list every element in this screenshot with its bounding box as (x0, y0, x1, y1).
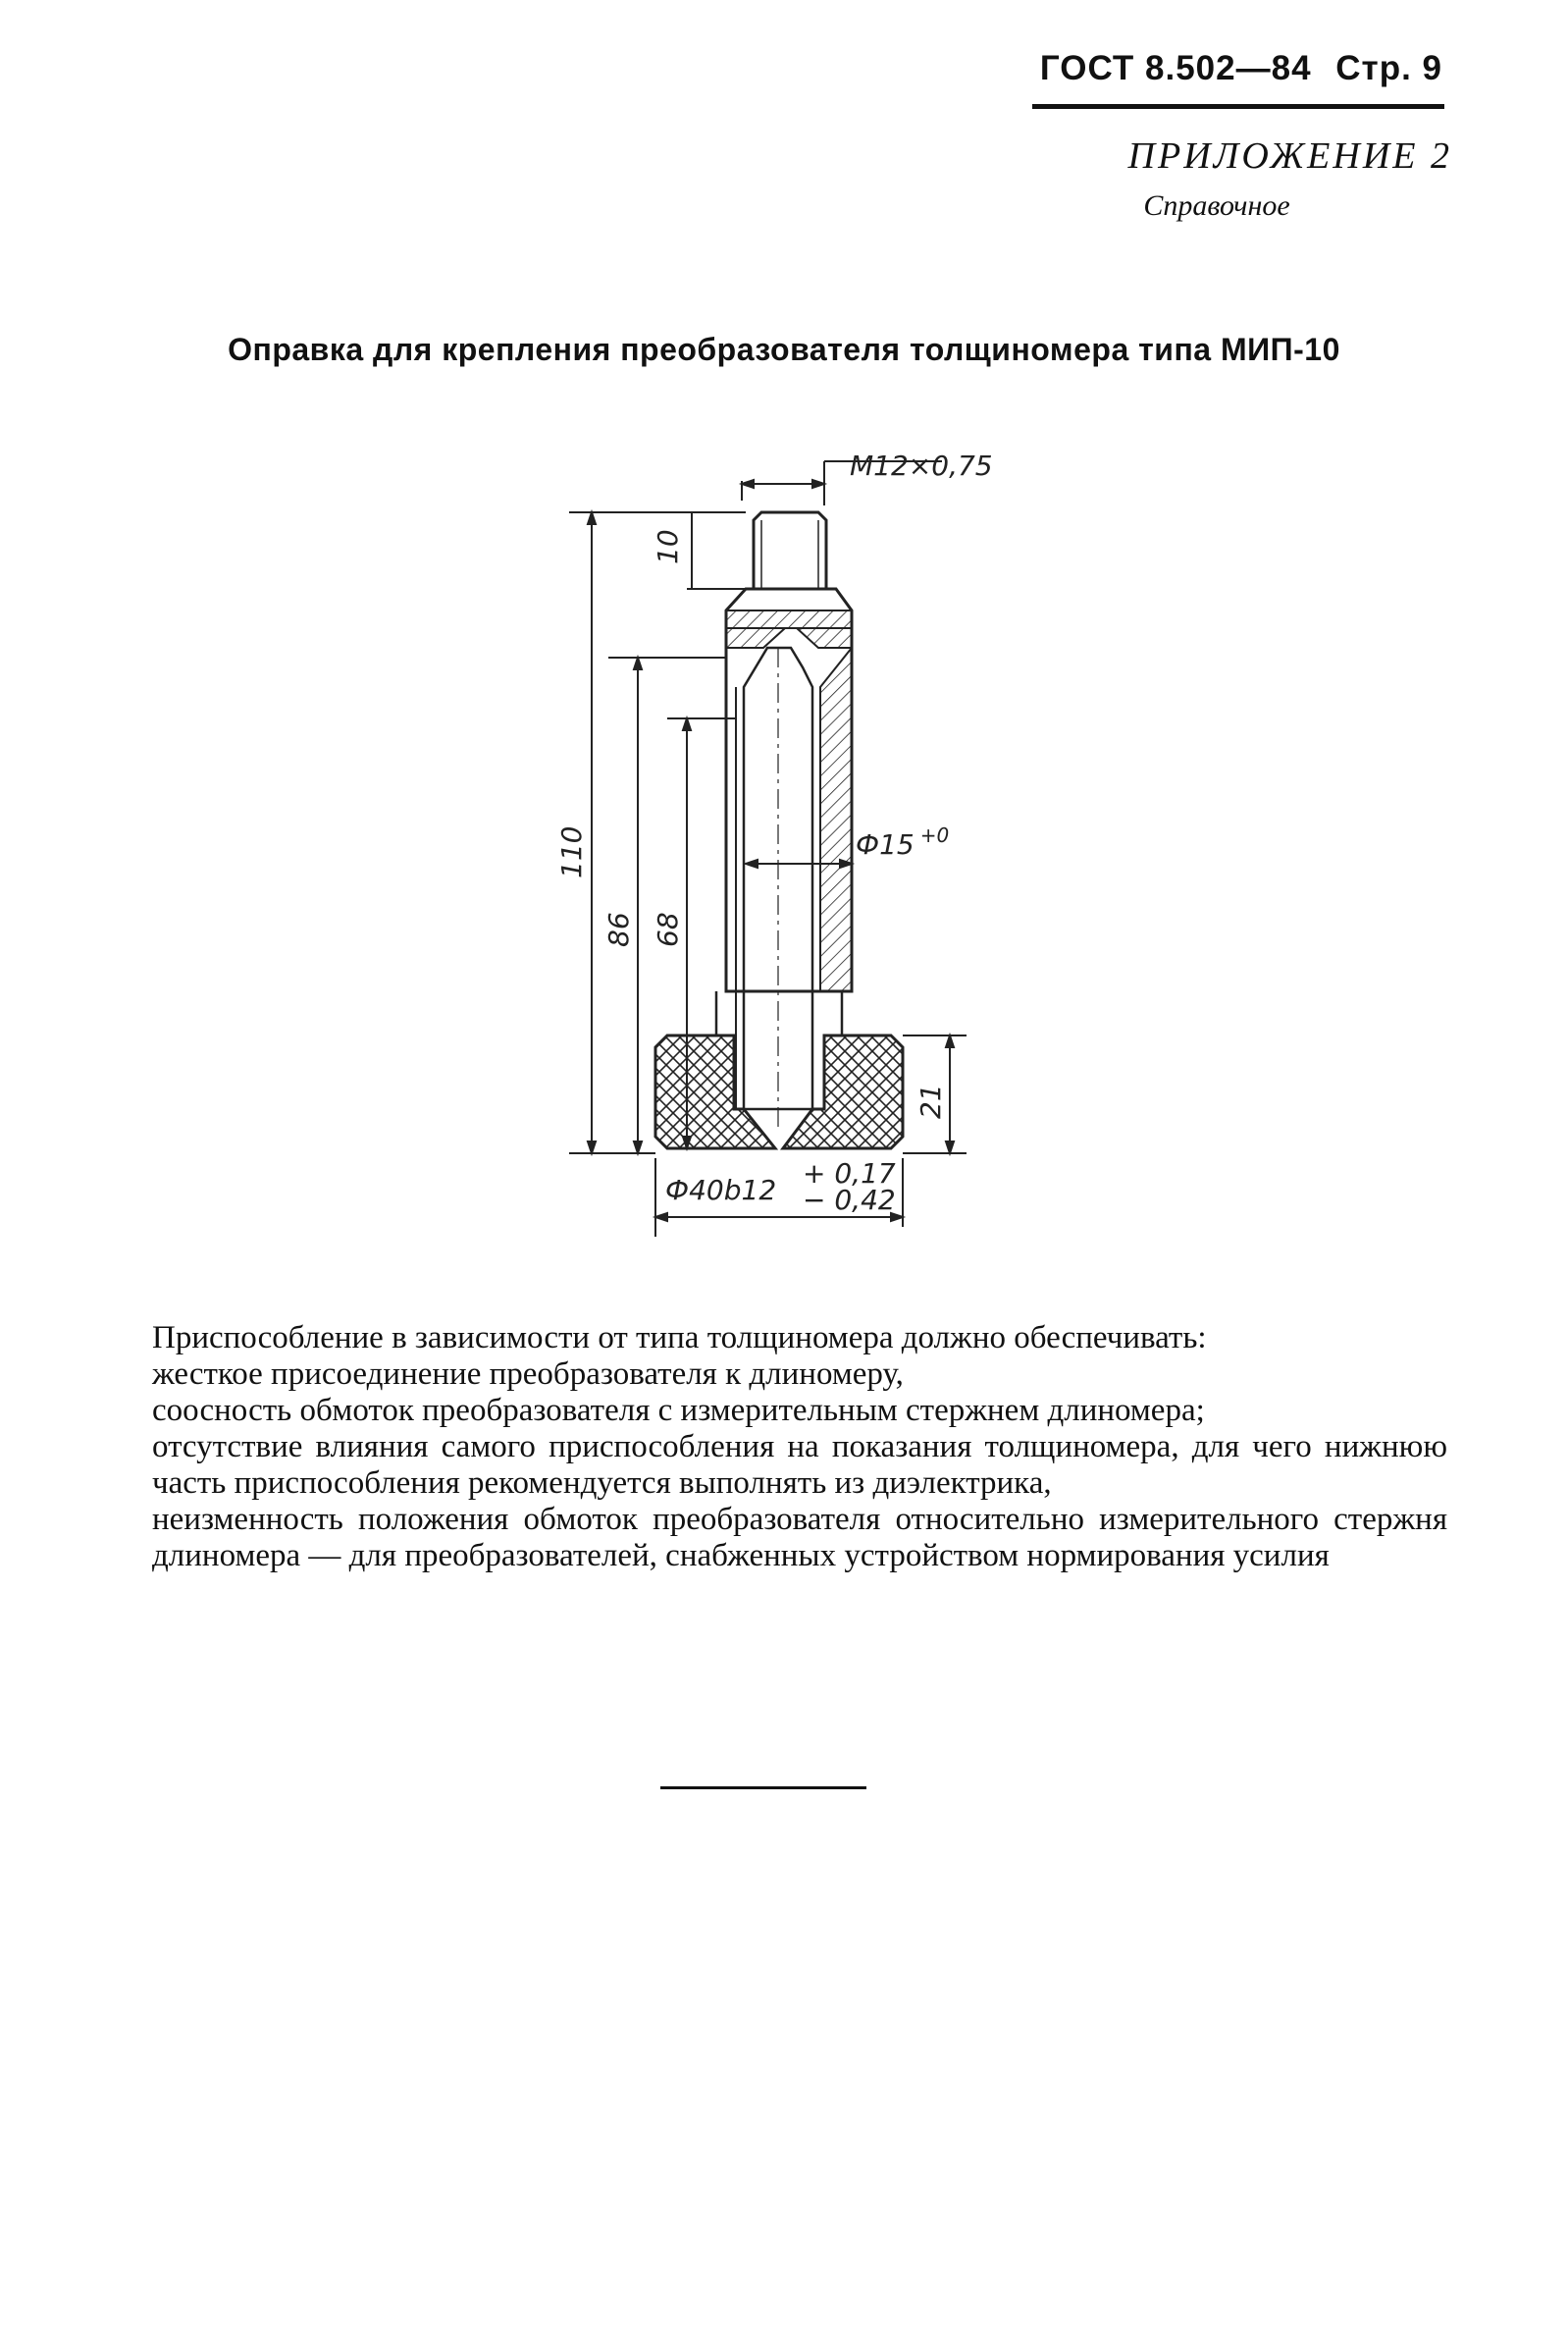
paragraph: неизменность положения обмоток преобразователя относительно измерительного стержня длиномера — для преобразователей, снабженных устройством нормирования усилия (152, 1502, 1447, 1573)
standard-number: ГОСТ 8.502—84 (1039, 49, 1312, 87)
header-rule (1032, 104, 1444, 109)
paragraph: соосность обмоток преобразователя с измерительным стержнем длиномера; (152, 1393, 1205, 1428)
technical-drawing (549, 442, 1001, 1256)
dim-thread: M12×0,75 (850, 450, 993, 482)
dim-86: 86 (602, 912, 635, 947)
cap-section (726, 610, 852, 628)
base-ring-left (655, 1035, 775, 1148)
body-text (152, 1320, 1447, 1574)
paragraph: жесткое присоединение преобразователя к длиномеру, (152, 1356, 904, 1392)
appendix-note: Справочное (1143, 189, 1290, 222)
paragraph: Приспособление в зависимости от типа толщиномера должно обеспечивать: (152, 1320, 1207, 1355)
dim-21: 21 (915, 1084, 947, 1119)
figure-title: Оправка для крепления преобразователя толщиномера типа МИП-10 (228, 332, 1340, 367)
running-header (1030, 51, 1442, 85)
dim-68: 68 (652, 912, 684, 947)
paragraph: отсутствие влияния самого приспособления на показания толщиномера, для чего нижнюю часть приспособления рекомендуется выполнять из диэлектрика, (152, 1429, 1447, 1501)
dim-outer: Ф40b12 (665, 1174, 777, 1206)
wall-section (820, 648, 852, 991)
dim-10: 10 (652, 529, 684, 564)
thread-stub (754, 512, 826, 589)
page-number: Стр. 9 (1335, 49, 1442, 87)
dim-outer-upper: + 0,17 (803, 1157, 896, 1190)
base-ring-right (783, 1035, 903, 1148)
dim-outer-lower: − 0,42 (803, 1184, 896, 1216)
dim-bore: Ф15 $^{+0}$ (856, 823, 950, 861)
appendix-title: ПРИЛОЖЕНИЕ 2 (1127, 135, 1452, 177)
dim-110: 110 (555, 825, 588, 878)
end-rule (660, 1786, 866, 1789)
